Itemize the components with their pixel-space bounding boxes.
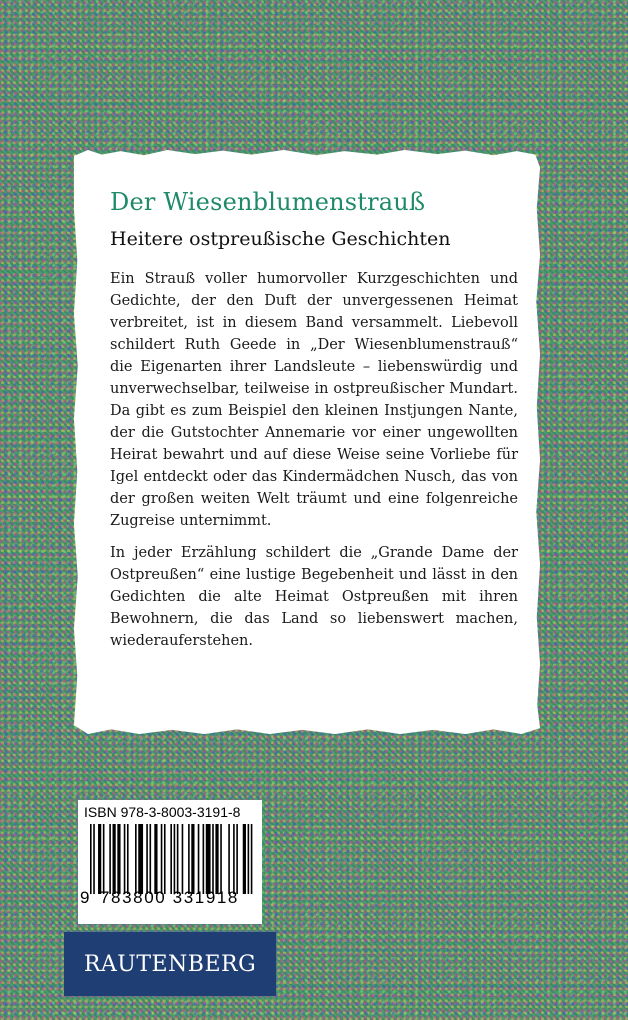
isbn-label: ISBN 978-3-8003-3191-8 (84, 804, 241, 820)
isbn-barcode (78, 800, 262, 924)
book-subtitle: Heitere ostpreußische Geschichten (110, 228, 451, 250)
publisher-name: RAUTENBERG (83, 951, 257, 977)
barcode-digit-first: 9 (80, 888, 90, 907)
barcode-digits: 783800 331918 (100, 888, 239, 907)
blurb-text (110, 268, 518, 662)
blurb-paragraph-1: Ein Strauß voller humorvoller Kurzgeschichten und Gedichte, der den Duft der unvergessenen Heimat verbreitet, ist in diesem Band versammelt. Liebevoll schildert Ruth Geede in „Der Wiesenblumenstrauß“ die Eigenarten ihrer Landsleute – liebenswürdig und unverwechselbar, teilweise in ostpreußischer Mundart. Da gibt es zum Beispiel den kleinen Instjungen Nante, der die Gutstochter Annemarie vor einer ungewollten Heirat bewahrt und auf diese Weise seine Vorliebe für Igel entdeckt oder das Kindermädchen Nusch, das von der großen weiten Welt träumt und eine folgenreiche Zugreise unternimmt. (110, 271, 518, 529)
book-title: Der Wiesenblumenstrauß (110, 188, 426, 216)
barcode-bars (90, 824, 254, 894)
publisher-logo (64, 932, 276, 996)
blurb-paragraph-2: In jeder Erzählung schildert die „Grande Dame der Ostpreußen“ eine lustige Begebenheit und lässt in den Gedichten die alte Heimat Ostpreußen mit ihren Bewohnern, die das Land so liebenswert machen, wiederauferstehen. (110, 545, 518, 649)
